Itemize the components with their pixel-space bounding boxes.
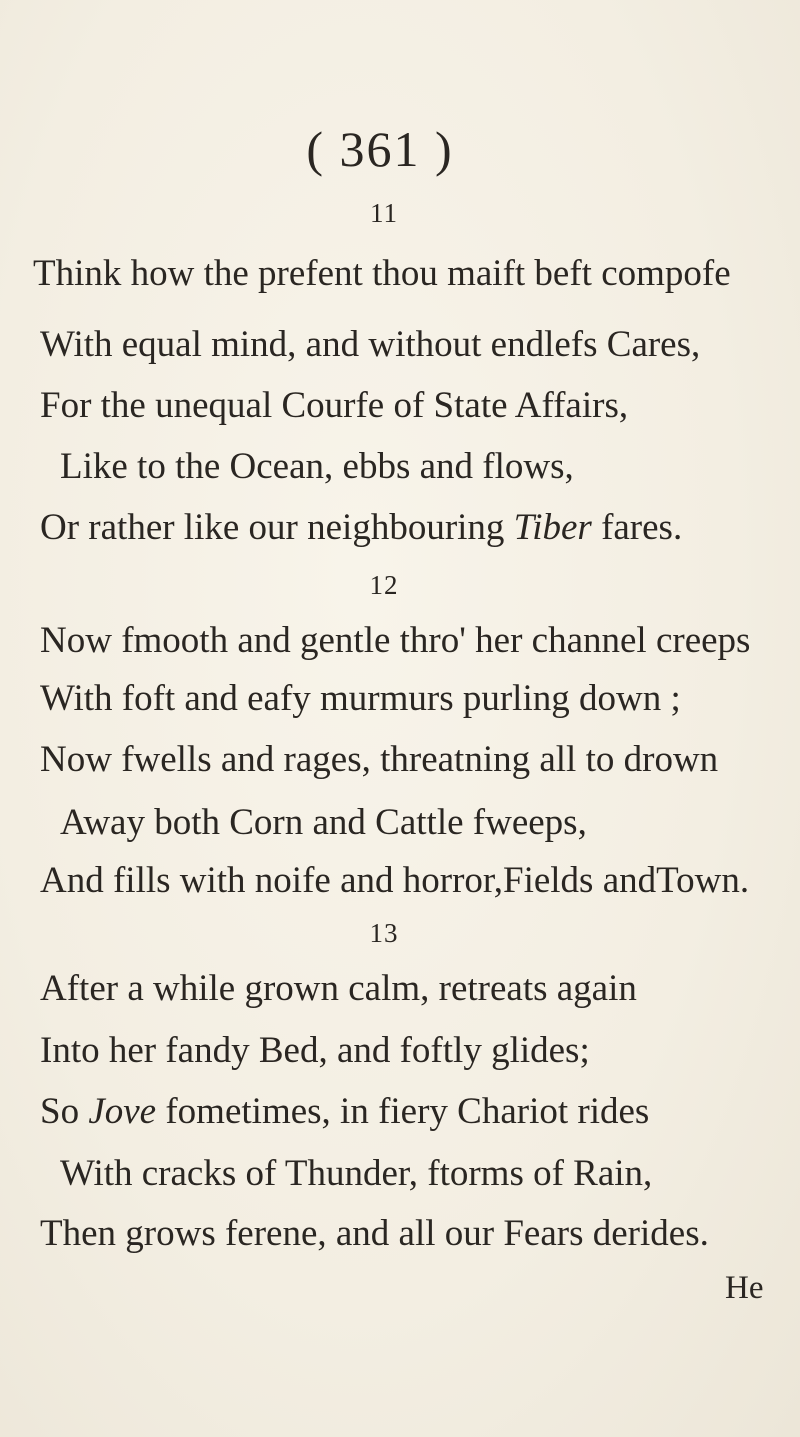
stanza-13-line-3-end: fometimes, in fiery Chariot rides bbox=[156, 1091, 650, 1132]
stanza-12-line-1: Now fmooth and gentle thro' her channel creeps bbox=[40, 620, 751, 661]
stanza-13-line-3-deity: Jove bbox=[88, 1091, 157, 1132]
stanza-13-line-4: With cracks of Thunder, ftorms of Rain, bbox=[60, 1153, 653, 1194]
stanza-12-line-5: And fills with noife and horror,Fields andTown. bbox=[40, 860, 750, 901]
stanza-13-line-2: Into her fandy Bed, and foftly glides; bbox=[40, 1030, 590, 1071]
stanza-number-13: 13 bbox=[369, 918, 399, 948]
stanza-13-line-3 bbox=[40, 1093, 649, 1130]
stanza-11-line-4: Like to the Ocean, ebbs and flows, bbox=[60, 446, 574, 487]
stanza-11-line-5-end: fares. bbox=[591, 507, 683, 548]
stanza-13-line-1: After a while grown calm, retreats again bbox=[40, 968, 637, 1009]
stanza-11-line-5 bbox=[40, 509, 682, 546]
stanza-11-line-5-river: Tiber bbox=[513, 507, 592, 548]
stanza-13-line-3-text: So bbox=[40, 1091, 89, 1132]
stanza-11-line-1: Think how the prefent thou maift beft compofe bbox=[33, 253, 731, 294]
stanza-12-line-4: Away both Corn and Cattle fweeps, bbox=[60, 802, 587, 843]
stanza-11-line-3: For the unequal Courfe of State Affairs, bbox=[40, 385, 629, 426]
stanza-12-line-3: Now fwells and rages, threatning all to drown bbox=[40, 739, 719, 780]
page-number: ( 361 ) bbox=[306, 121, 454, 177]
stanza-12-line-2: With foft and eafy murmurs purling down ; bbox=[40, 678, 681, 719]
stanza-number-12: 12 bbox=[369, 570, 399, 600]
stanza-number-11: 11 bbox=[370, 198, 398, 228]
stanza-11-line-2: With equal mind, and without endlefs Cares, bbox=[40, 324, 701, 365]
stanza-11-line-5-text: Or rather like our neighbouring bbox=[40, 507, 514, 548]
stanza-13-line-5: Then grows ferene, and all our Fears derides. bbox=[40, 1213, 709, 1254]
catchword: He bbox=[725, 1270, 764, 1306]
